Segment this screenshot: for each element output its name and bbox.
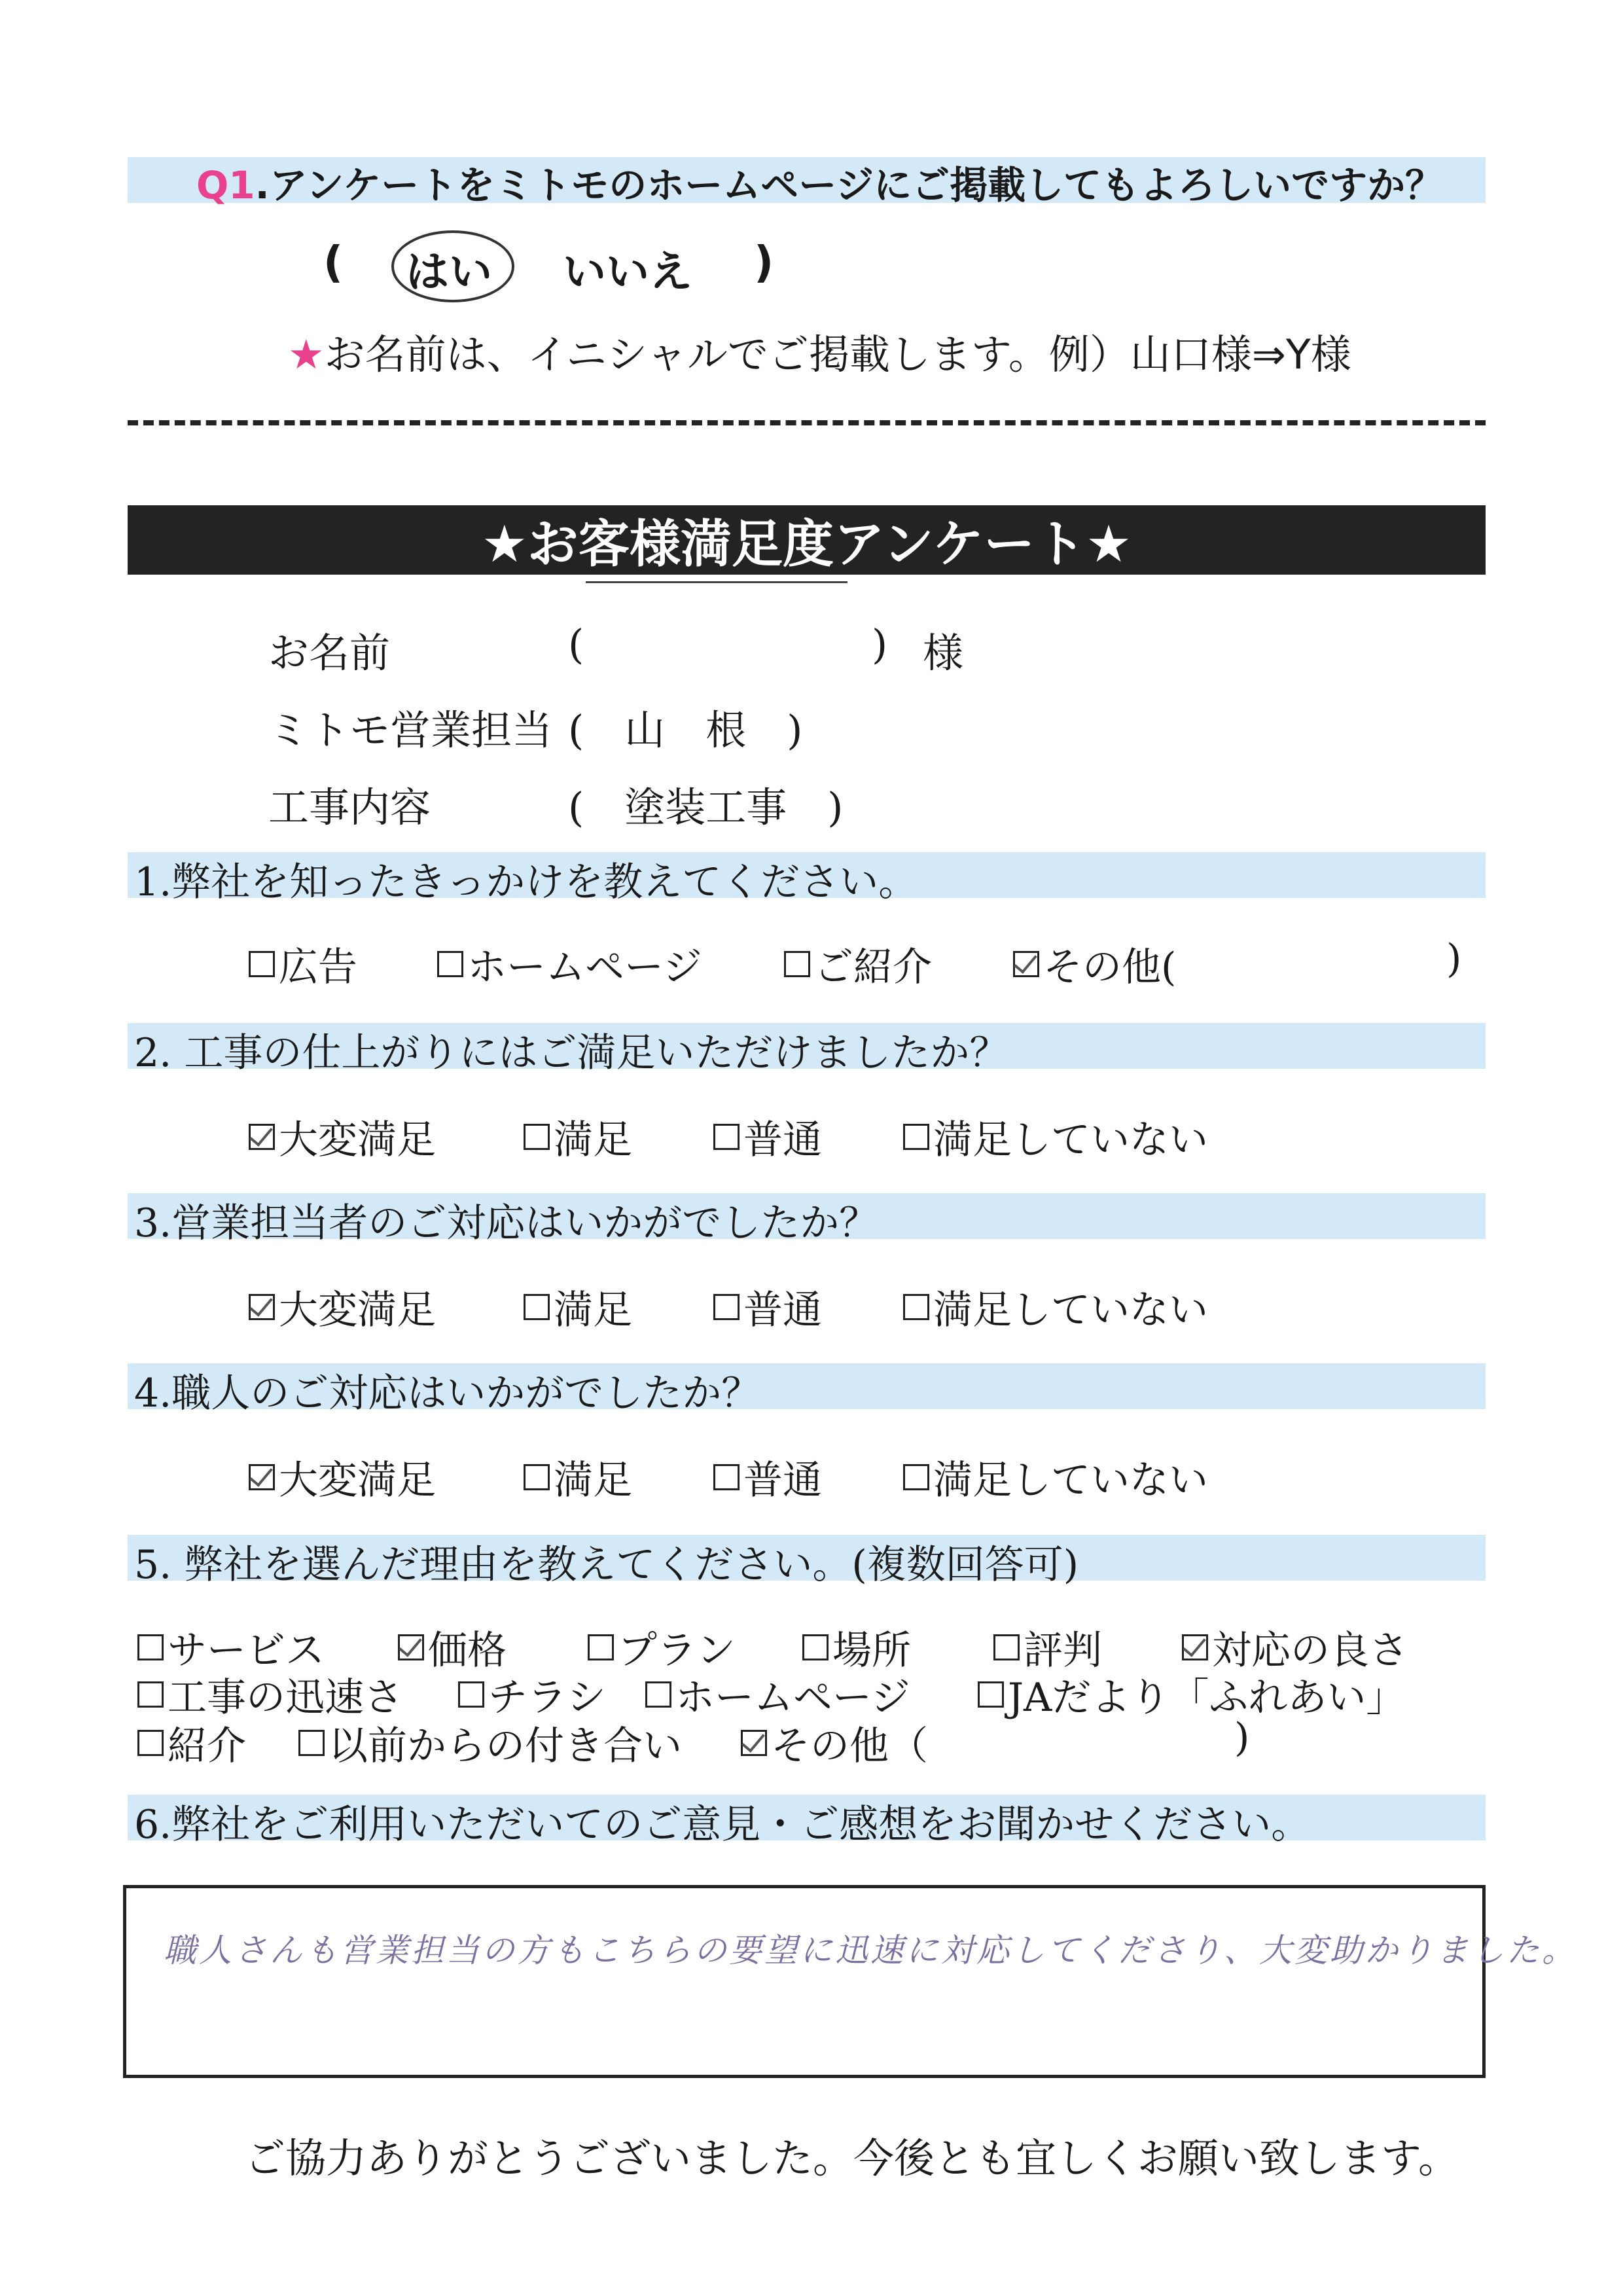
q5-option-long-relationship[interactable] (298, 1715, 682, 1771)
work-value: ( 塗装工事 ) (568, 783, 844, 831)
comment-answer: 職人さんも営業担当の方もこちらの要望に迅速に対応してくださり、大変助かりました。 (164, 1931, 1577, 1969)
option-label: その他（ (771, 1723, 928, 1769)
q1-text: .アンケートをミトモのホームページにご掲載してもよろしいですか？ (255, 163, 1444, 207)
q2-option-very-satisfied[interactable] (249, 1109, 436, 1165)
option-label: 満足 (554, 1287, 632, 1333)
option-label: 満足していない (933, 1287, 1208, 1333)
q3-option-satisfied[interactable] (524, 1279, 632, 1335)
q1-number: Q1 (196, 163, 255, 207)
checkbox-checked[interactable] (249, 1124, 275, 1150)
option-label: 普通 (743, 1458, 822, 1503)
checkbox-checked[interactable] (741, 1730, 767, 1756)
option-label: 満足していない (933, 1458, 1208, 1503)
option-label: ホームページ (675, 1675, 910, 1721)
yes-option[interactable]: はい (406, 247, 492, 297)
option-label: プラン (618, 1628, 736, 1674)
checkbox[interactable] (458, 1681, 484, 1708)
q3-option-not-satisfied[interactable] (903, 1279, 1208, 1335)
rep-label: ミトモ営業担当 (268, 706, 553, 754)
option-label: 満足していない (933, 1117, 1208, 1163)
option-label: 大変満足 (279, 1287, 436, 1333)
option-label: 満足 (554, 1458, 632, 1503)
q1-option-ad[interactable] (249, 936, 357, 992)
q1-open-paren: ( (323, 237, 344, 287)
initials-note-text: お名前は、イニシャルでご掲載します。例）山口様⇒Y様 (324, 331, 1351, 378)
option-label: その他( (1043, 944, 1177, 990)
checkbox-checked[interactable] (398, 1634, 424, 1660)
name-close-paren: ) (872, 620, 888, 668)
initials-note (288, 322, 1351, 380)
option-label: 満足 (554, 1117, 632, 1163)
checkbox-checked[interactable] (1182, 1634, 1208, 1660)
divider (128, 420, 1486, 425)
q3-option-normal[interactable] (713, 1279, 822, 1335)
option-label: 以前からの付き合い (329, 1723, 682, 1769)
name-open-paren: ( (568, 620, 584, 668)
q2-option-not-satisfied[interactable] (903, 1109, 1208, 1165)
option-label: 大変満足 (279, 1458, 436, 1503)
checkbox[interactable] (713, 1464, 740, 1490)
checkbox[interactable] (524, 1464, 550, 1490)
checkbox-checked[interactable] (249, 1294, 275, 1320)
name-label: お名前 (268, 629, 391, 677)
option-label: JAだより「ふれあい」 (1008, 1675, 1406, 1721)
checkbox[interactable] (137, 1681, 164, 1708)
option-label: 紹介 (168, 1723, 246, 1769)
checkbox[interactable] (645, 1681, 671, 1708)
checkbox[interactable] (784, 951, 810, 977)
option-label: 価格 (428, 1628, 507, 1674)
option-label: 普通 (743, 1117, 822, 1163)
q4-option-very-satisfied[interactable] (249, 1449, 436, 1505)
option-label: 大変満足 (279, 1117, 436, 1163)
option-label: 場所 (832, 1628, 911, 1674)
checkbox[interactable] (713, 1294, 740, 1320)
no-option[interactable]: いいえ (563, 247, 692, 297)
option-label: サービス (168, 1628, 325, 1674)
q1-other-close: ) (1446, 936, 1462, 982)
question-2: 2. 工事の仕上がりにはご満足いただけましたか？ (134, 1030, 1009, 1076)
checkbox[interactable] (903, 1124, 929, 1150)
checkbox[interactable] (137, 1634, 164, 1660)
checkbox[interactable] (524, 1294, 550, 1320)
q2-option-satisfied[interactable] (524, 1109, 632, 1165)
checkbox[interactable] (298, 1730, 325, 1756)
checkbox[interactable] (903, 1294, 929, 1320)
option-label: 工事の迅速さ (168, 1675, 403, 1721)
question-1: 1.弊社を知ったきっかけを教えてください。 (134, 859, 918, 905)
checkbox[interactable] (802, 1634, 829, 1660)
checkbox-checked[interactable] (249, 1464, 275, 1490)
option-label: 評判 (1024, 1628, 1102, 1674)
checkbox[interactable] (249, 951, 275, 977)
option-label: ご紹介 (814, 944, 932, 990)
checkbox[interactable] (137, 1730, 164, 1756)
q1-question (196, 154, 1443, 209)
q1-option-homepage[interactable] (437, 936, 702, 992)
checkbox[interactable] (903, 1464, 929, 1490)
question-5: 5. 弊社を選んだ理由を教えてください。(複数回答可) (134, 1542, 1079, 1588)
q1-close-paren: ) (754, 237, 774, 287)
checkbox[interactable] (524, 1124, 550, 1150)
option-label: ホームページ (467, 944, 702, 990)
q1-option-other[interactable] (1013, 936, 1176, 992)
q4-option-satisfied[interactable] (524, 1449, 632, 1505)
q1-option-referral[interactable] (784, 936, 932, 992)
q4-option-normal[interactable] (713, 1449, 822, 1505)
name-redacted (586, 581, 847, 655)
q5-option-ja-newsletter[interactable] (978, 1666, 1405, 1723)
question-6: 6.弊社をご利用いただいてのご意見・ご感想をお聞かせください。 (134, 1802, 1311, 1848)
thank-you-footer: ご協力ありがとうございました。今後とも宜しくお願い致します。 (245, 2134, 1459, 2182)
q5-option-other[interactable] (741, 1715, 928, 1771)
option-label: 普通 (743, 1287, 822, 1333)
checkbox[interactable] (978, 1681, 1004, 1708)
q5-other-close: ) (1234, 1715, 1250, 1761)
checkbox-checked[interactable] (1013, 951, 1039, 977)
option-label: チラシ (488, 1675, 606, 1721)
checkbox[interactable] (588, 1634, 614, 1660)
name-suffix: 様 (923, 629, 964, 677)
q3-option-very-satisfied[interactable] (249, 1279, 436, 1335)
checkbox[interactable] (993, 1634, 1020, 1660)
option-label: 広告 (279, 944, 357, 990)
option-label: 対応の良さ (1212, 1628, 1408, 1674)
star-icon: ★ (288, 331, 325, 378)
question-3: 3.営業担当者のご対応はいかがでしたか？ (134, 1200, 879, 1246)
checkbox[interactable] (713, 1124, 740, 1150)
comment-box[interactable] (123, 1885, 1486, 2078)
question-4: 4.職人のご対応はいかがでしたか？ (134, 1371, 761, 1416)
q5-option-referral[interactable] (137, 1715, 246, 1771)
rep-value: ( 山 根 ) (568, 706, 803, 754)
q4-option-not-satisfied[interactable] (903, 1449, 1208, 1505)
checkbox[interactable] (437, 951, 463, 977)
work-label: 工事内容 (268, 783, 431, 831)
survey-title: ★お客様満足度アンケート★ (128, 505, 1486, 575)
q2-option-normal[interactable] (713, 1109, 822, 1165)
